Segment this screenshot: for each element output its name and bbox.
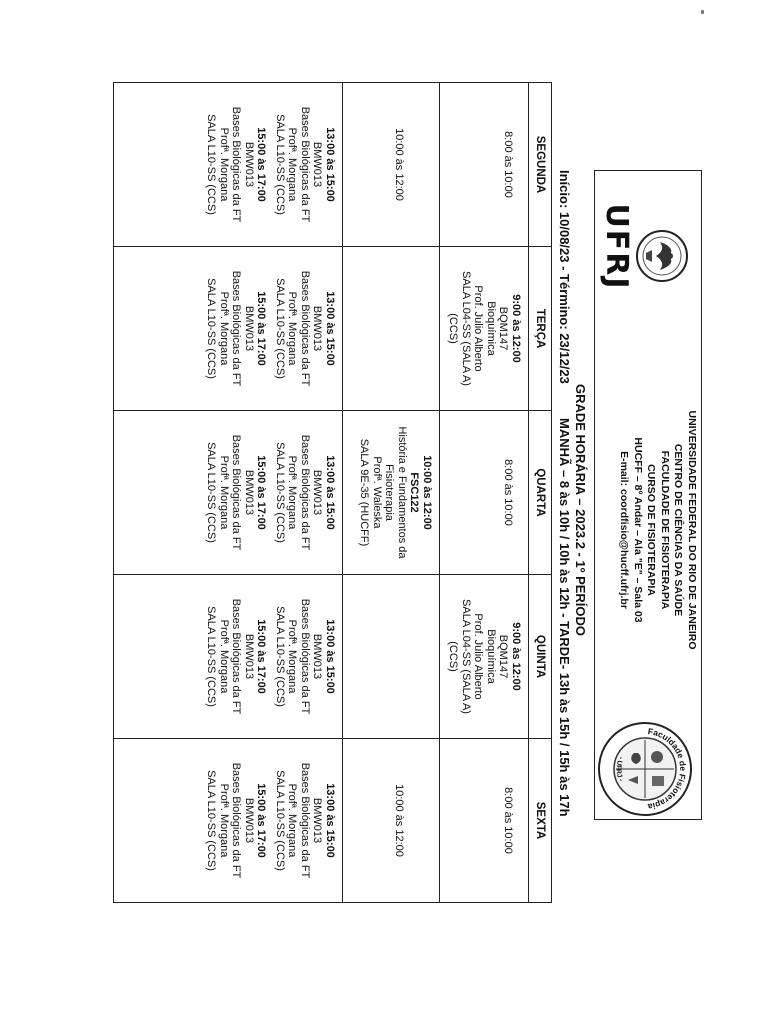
schedule-cell xyxy=(440,411,529,575)
scan-speck xyxy=(701,10,704,14)
slot-time: 9:00 às 12:00 xyxy=(510,294,522,363)
slot-time: 15:00 às 17:00 xyxy=(255,783,268,858)
course-code: BMW013 xyxy=(311,633,324,680)
day-header-quarta: QUARTA xyxy=(529,411,552,575)
table-row xyxy=(343,83,440,903)
building: (CCS) xyxy=(447,641,460,672)
ufrj-emblem-icon xyxy=(634,228,690,284)
schedule-table xyxy=(113,82,552,903)
room: SALA L10-SS (CCS) xyxy=(205,606,218,707)
schedule-title: GRADE HORÁRIA – 2023.2 - 1º PERÍODO xyxy=(573,383,588,637)
course-name: CURSO DE FISIOTERAPIA xyxy=(645,464,658,596)
schedule-cell xyxy=(114,247,343,411)
course-name: Bases Biológicas da FT xyxy=(230,598,243,715)
schedule-cell xyxy=(114,411,343,575)
schedule-cell xyxy=(440,247,529,411)
seal-text-top: Faculdade de Fisioterapia xyxy=(647,726,689,812)
seal-text-bottom: - UFRJ - xyxy=(614,755,625,783)
day-header-sexta: SEXTA xyxy=(529,739,552,903)
class-slot xyxy=(274,83,343,246)
schedule-cell xyxy=(343,575,440,739)
class-slot xyxy=(447,575,528,738)
shift-hours: MANHÃ – 8 às 10h / 10h às 12h - TARDE- 13h às 15h / 15h às 17h xyxy=(557,418,572,817)
room: SALA L10-SS (CCS) xyxy=(205,770,218,871)
professor: Profª. Morgana xyxy=(286,127,299,202)
faculdade-fisioterapia-seal-icon xyxy=(596,720,694,818)
professor: Profª. Morgana xyxy=(218,291,230,366)
cell-time: 10:00 às 12:00 xyxy=(393,784,405,857)
cell-time: 10:00 às 12:00 xyxy=(393,128,405,201)
slot-time: 13:00 às 15:00 xyxy=(324,127,336,202)
class-slot xyxy=(274,247,343,410)
schedule-cell xyxy=(440,575,529,739)
room: SALA L10-SS (CCS) xyxy=(274,278,286,379)
course-code: BQM147 xyxy=(497,634,510,679)
room: SALA L10-SS (CCS) xyxy=(205,114,218,215)
schedule-cell xyxy=(440,739,529,903)
class-slot xyxy=(205,411,274,574)
course-name: Bases Biológicas da FT xyxy=(230,106,243,223)
schedule-cell xyxy=(343,411,440,575)
course-name: Bases Biológicas da FT xyxy=(299,434,311,551)
course-code: BQM147 xyxy=(497,306,510,351)
professor: Profª. Morgana xyxy=(218,783,230,858)
course-name-cont: Fisioterapia xyxy=(383,464,396,521)
class-slot xyxy=(205,575,274,738)
course-code: BMW013 xyxy=(243,469,255,516)
course-name: Bases Biológicas da FT xyxy=(299,106,311,223)
class-slot xyxy=(274,739,343,902)
center-name: CENTRO DE CIÊNCIAS DA SAÚDE xyxy=(672,443,685,617)
room: SALA L10-SS (CCS) xyxy=(205,278,218,379)
course-name: História e Fundamentos da xyxy=(396,426,408,559)
class-slot xyxy=(205,247,274,410)
class-slot xyxy=(205,739,274,902)
slot-time: 15:00 às 17:00 xyxy=(255,127,268,202)
professor: Prof. Julio Alberto xyxy=(472,285,485,372)
table-header-row xyxy=(529,83,552,903)
cell-time: 8:00 às 10:00 xyxy=(502,131,514,198)
professor: Profª. Morgana xyxy=(218,455,230,530)
course-name: Bases Biológicas da FT xyxy=(299,598,311,715)
professor: Profª. Morgana xyxy=(286,619,299,694)
schedule-cell xyxy=(114,575,343,739)
slot-time: 15:00 às 17:00 xyxy=(255,619,268,694)
course-code: FSC122 xyxy=(408,472,421,513)
professor: Profª. Waleska xyxy=(371,456,383,529)
course-code: BMW013 xyxy=(311,305,324,352)
cell-time: 8:00 às 10:00 xyxy=(502,459,514,526)
course-name: Bioquímica xyxy=(485,301,497,356)
day-header-terca: TERÇA xyxy=(529,247,552,411)
slot-time: 13:00 às 15:00 xyxy=(324,619,336,694)
slot-time: 10:00 às 12:00 xyxy=(421,455,433,530)
professor: Profª. Morgana xyxy=(218,619,230,694)
course-name: Bases Biológicas da FT xyxy=(299,762,311,879)
room: SALA L10-SS (CCS) xyxy=(205,442,218,543)
room: SALA L10-SS (CCS) xyxy=(274,114,286,215)
schedule-cell xyxy=(343,83,440,247)
course-code: BMW013 xyxy=(243,305,255,352)
course-code: BMW013 xyxy=(311,141,324,188)
room: SALA L10-SS (CCS) xyxy=(274,442,286,543)
slot-time: 13:00 às 15:00 xyxy=(324,455,336,530)
email-line: E-mail: coordfisio@hucff.ufrj.br xyxy=(618,451,631,609)
course-name: Bases Biológicas da FT xyxy=(230,762,243,879)
professor: Profª. Morgana xyxy=(286,783,299,858)
course-code: BMW013 xyxy=(243,141,255,188)
professor: Profª. Morgana xyxy=(218,127,230,202)
professor: Prof. Julio Alberto xyxy=(472,613,485,700)
schedule-cell xyxy=(343,739,440,903)
class-slot xyxy=(205,83,274,246)
class-slot xyxy=(274,411,343,574)
schedule-cell xyxy=(114,83,343,247)
room: SALA L04-SS (SALA A) xyxy=(460,599,472,714)
course-code: BMW013 xyxy=(243,633,255,680)
course-code: BMW013 xyxy=(311,469,324,516)
course-code: BMW013 xyxy=(243,797,255,844)
slot-time: 9:00 às 12:00 xyxy=(510,622,522,691)
slot-time: 15:00 às 17:00 xyxy=(255,455,268,530)
class-slot xyxy=(358,411,439,574)
schedule-cell xyxy=(114,739,343,903)
day-header-quinta: QUINTA xyxy=(529,575,552,739)
room: SALA L10-SS (CCS) xyxy=(274,770,286,871)
institution-header xyxy=(617,320,698,740)
room: SALA 9E-35 (HUCFF) xyxy=(358,438,371,547)
room: SALA L04-SS (SALA A) xyxy=(460,271,472,386)
schedule-cell xyxy=(343,247,440,411)
course-name: Bases Biológicas da FT xyxy=(299,270,311,387)
room: SALA L10-SS (CCS) xyxy=(274,606,286,707)
course-name: Bioquímica xyxy=(485,629,497,684)
address-line: HUCFF – 8º Andar – Ala "E" – Sala 03 xyxy=(632,437,644,623)
course-code: BMW013 xyxy=(311,797,324,844)
class-slot xyxy=(447,247,528,410)
course-name: Bases Biológicas da FT xyxy=(230,270,243,387)
course-name: Bases Biológicas da FT xyxy=(230,434,243,551)
schedule-cell xyxy=(440,83,529,247)
cell-time: 8:00 às 10:00 xyxy=(502,787,514,854)
term-dates: Início: 10/08/23 - Término: 23/12/23 xyxy=(557,170,572,384)
university-name: UNIVERSIDADE FEDERAL DO RIO DE JANEIRO xyxy=(686,410,698,650)
building: (CCS) xyxy=(447,313,460,344)
slot-time: 13:00 às 15:00 xyxy=(324,291,336,366)
ufrj-logo xyxy=(600,190,690,305)
professor: Profª. Morgana xyxy=(286,291,299,366)
class-slot xyxy=(274,575,343,738)
ufrj-wordmark: UFRJ xyxy=(599,203,634,291)
table-row xyxy=(440,83,529,903)
day-header-segunda: SEGUNDA xyxy=(529,83,552,247)
table-row xyxy=(114,83,343,903)
faculty-name: FACULDADE DE FISIOTERAPIA xyxy=(659,450,671,610)
slot-time: 13:00 às 15:00 xyxy=(324,783,336,858)
slot-time: 15:00 às 17:00 xyxy=(255,291,268,366)
professor: Profª. Morgana xyxy=(286,455,299,530)
